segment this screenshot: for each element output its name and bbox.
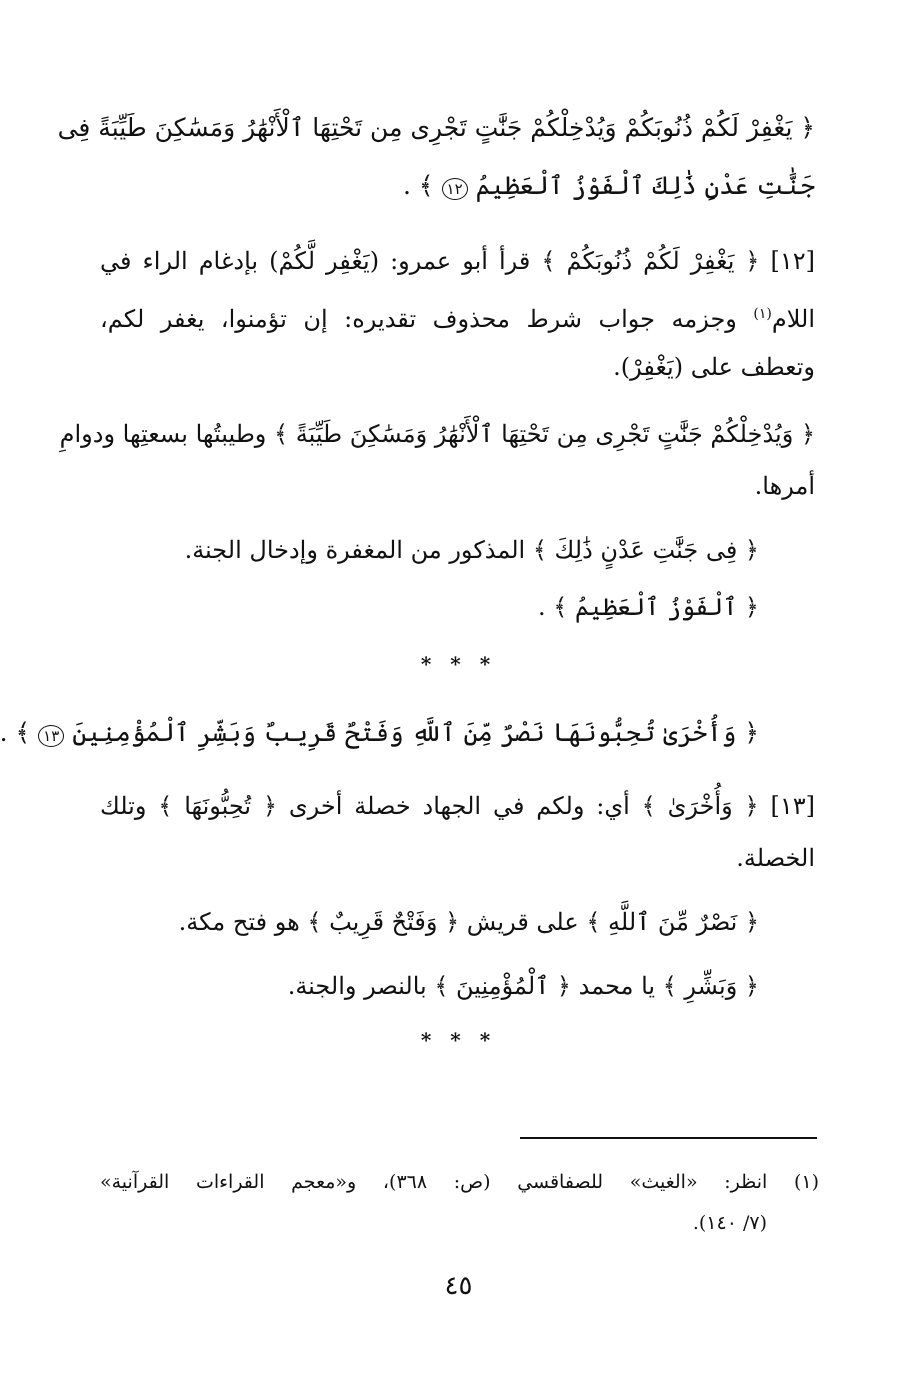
section-separator: * * *: [420, 652, 497, 676]
footnote-line-2: (٧/ ١٤٠).: [692, 1212, 767, 1234]
verse-12-text: جَنَّٰتِ عَدْنٍ ذَٰلِكَ ٱلْفَوْزُ ٱلْعَظِيمُ: [475, 171, 815, 200]
commentary-13-line-2: الخصلة.: [736, 844, 815, 872]
ayah-number-12: ١٢: [442, 178, 468, 200]
footnote-line-1: (١) انظر: «الغيث» للصفاقسي (ص: ٣٦٨)، و«معجم القراءات القرآنية»: [100, 1171, 819, 1193]
commentary-13-line-1: [١٣] ﴿ وَأُخْرَىٰ ﴾ أي: ولكم في الجهاد خصلة أخرى ﴿ تُحِبُّونَهَا ﴾ وتلك: [100, 792, 816, 820]
verse-13-text: ﴿ وَأُخْرَىٰ تُحِبُّونَهَا نَصْرٌ مِّنَ ٱللَّهِ وَفَتْحٌ قَرِيبٌ وَبَشِّرِ ٱلْمُؤْمِنِينَ: [72, 718, 759, 747]
page-number: ٤٥: [444, 1271, 473, 1301]
verse-12-end: ﴾ .: [403, 171, 434, 200]
ayah-number-13: ١٣: [38, 725, 64, 747]
footnote-reference[interactable]: (١): [753, 306, 772, 322]
commentary-12-line-5: أمرها.: [754, 472, 815, 500]
commentary-13-line-4: ﴿ وَبَشِّرِ ﴾ يا محمد ﴿ ٱلْمُؤْمِنِينَ ﴾ بالنصر والجنة.: [287, 972, 759, 1000]
verse-13-end: ﴾ .: [0, 718, 31, 747]
commentary-12-line-7: ﴿ ٱلْفَوْزُ ٱلْعَظِيمُ ﴾ .: [538, 593, 759, 621]
commentary-12-line-2: [100, 294, 815, 339]
footnote-divider: [520, 1137, 817, 1139]
commentary-13-line-3: ﴿ نَصْرٌ مِّنَ ٱللَّهِ ﴾ على قريش ﴿ وَفَتْحٌ قَرِيبٌ ﴾ هو فتح مكة.: [178, 908, 759, 936]
verse-12-line-1: ﴿ يَغْفِرْ لَكُمْ ذُنُوبَكُمْ وَيُدْخِلْكُمْ جَنَّٰتٍ تَجْرِى مِن تَحْتِهَا ٱلْأَنْهَٰرُ وَمَسَٰكِنَ طَيِّبَةً فِى: [57, 113, 815, 142]
commentary-12-line-2-rest: وجزمه جواب شرط محذوف تقديره: إن تؤمنوا، يغفر لكم،: [100, 305, 754, 333]
commentary-12-lam: اللام: [771, 305, 815, 333]
verse-13-line: [0, 713, 759, 753]
section-separator: * * *: [420, 1028, 497, 1052]
commentary-12-line-6: ﴿ فِى جَنَّٰتِ عَدْنٍ ذَٰلِكَ ﴾ المذكور من المغفرة وإدخال الجنة.: [184, 536, 759, 564]
commentary-12-line-3: وتعطف على (يَغْفِرْ).: [613, 353, 815, 381]
commentary-12-line-1: [١٢] ﴿ يَغْفِرْ لَكُمْ ذُنُوبَكُمْ ﴾ قرأ أبو عمرو: (يَغْفِر لَّكُمْ) بإدغام الراء في: [100, 247, 815, 275]
commentary-12-line-4: ﴿ وَيُدْخِلْكُمْ جَنَّٰتٍ تَجْرِى مِن تَحْتِهَا ٱلْأَنْهَٰرُ وَمَسَٰكِنَ طَيِّبَةً ﴾ وطيبتُها بسعتِها ودوامِ: [59, 420, 815, 448]
verse-12-line-2: [100, 166, 815, 206]
